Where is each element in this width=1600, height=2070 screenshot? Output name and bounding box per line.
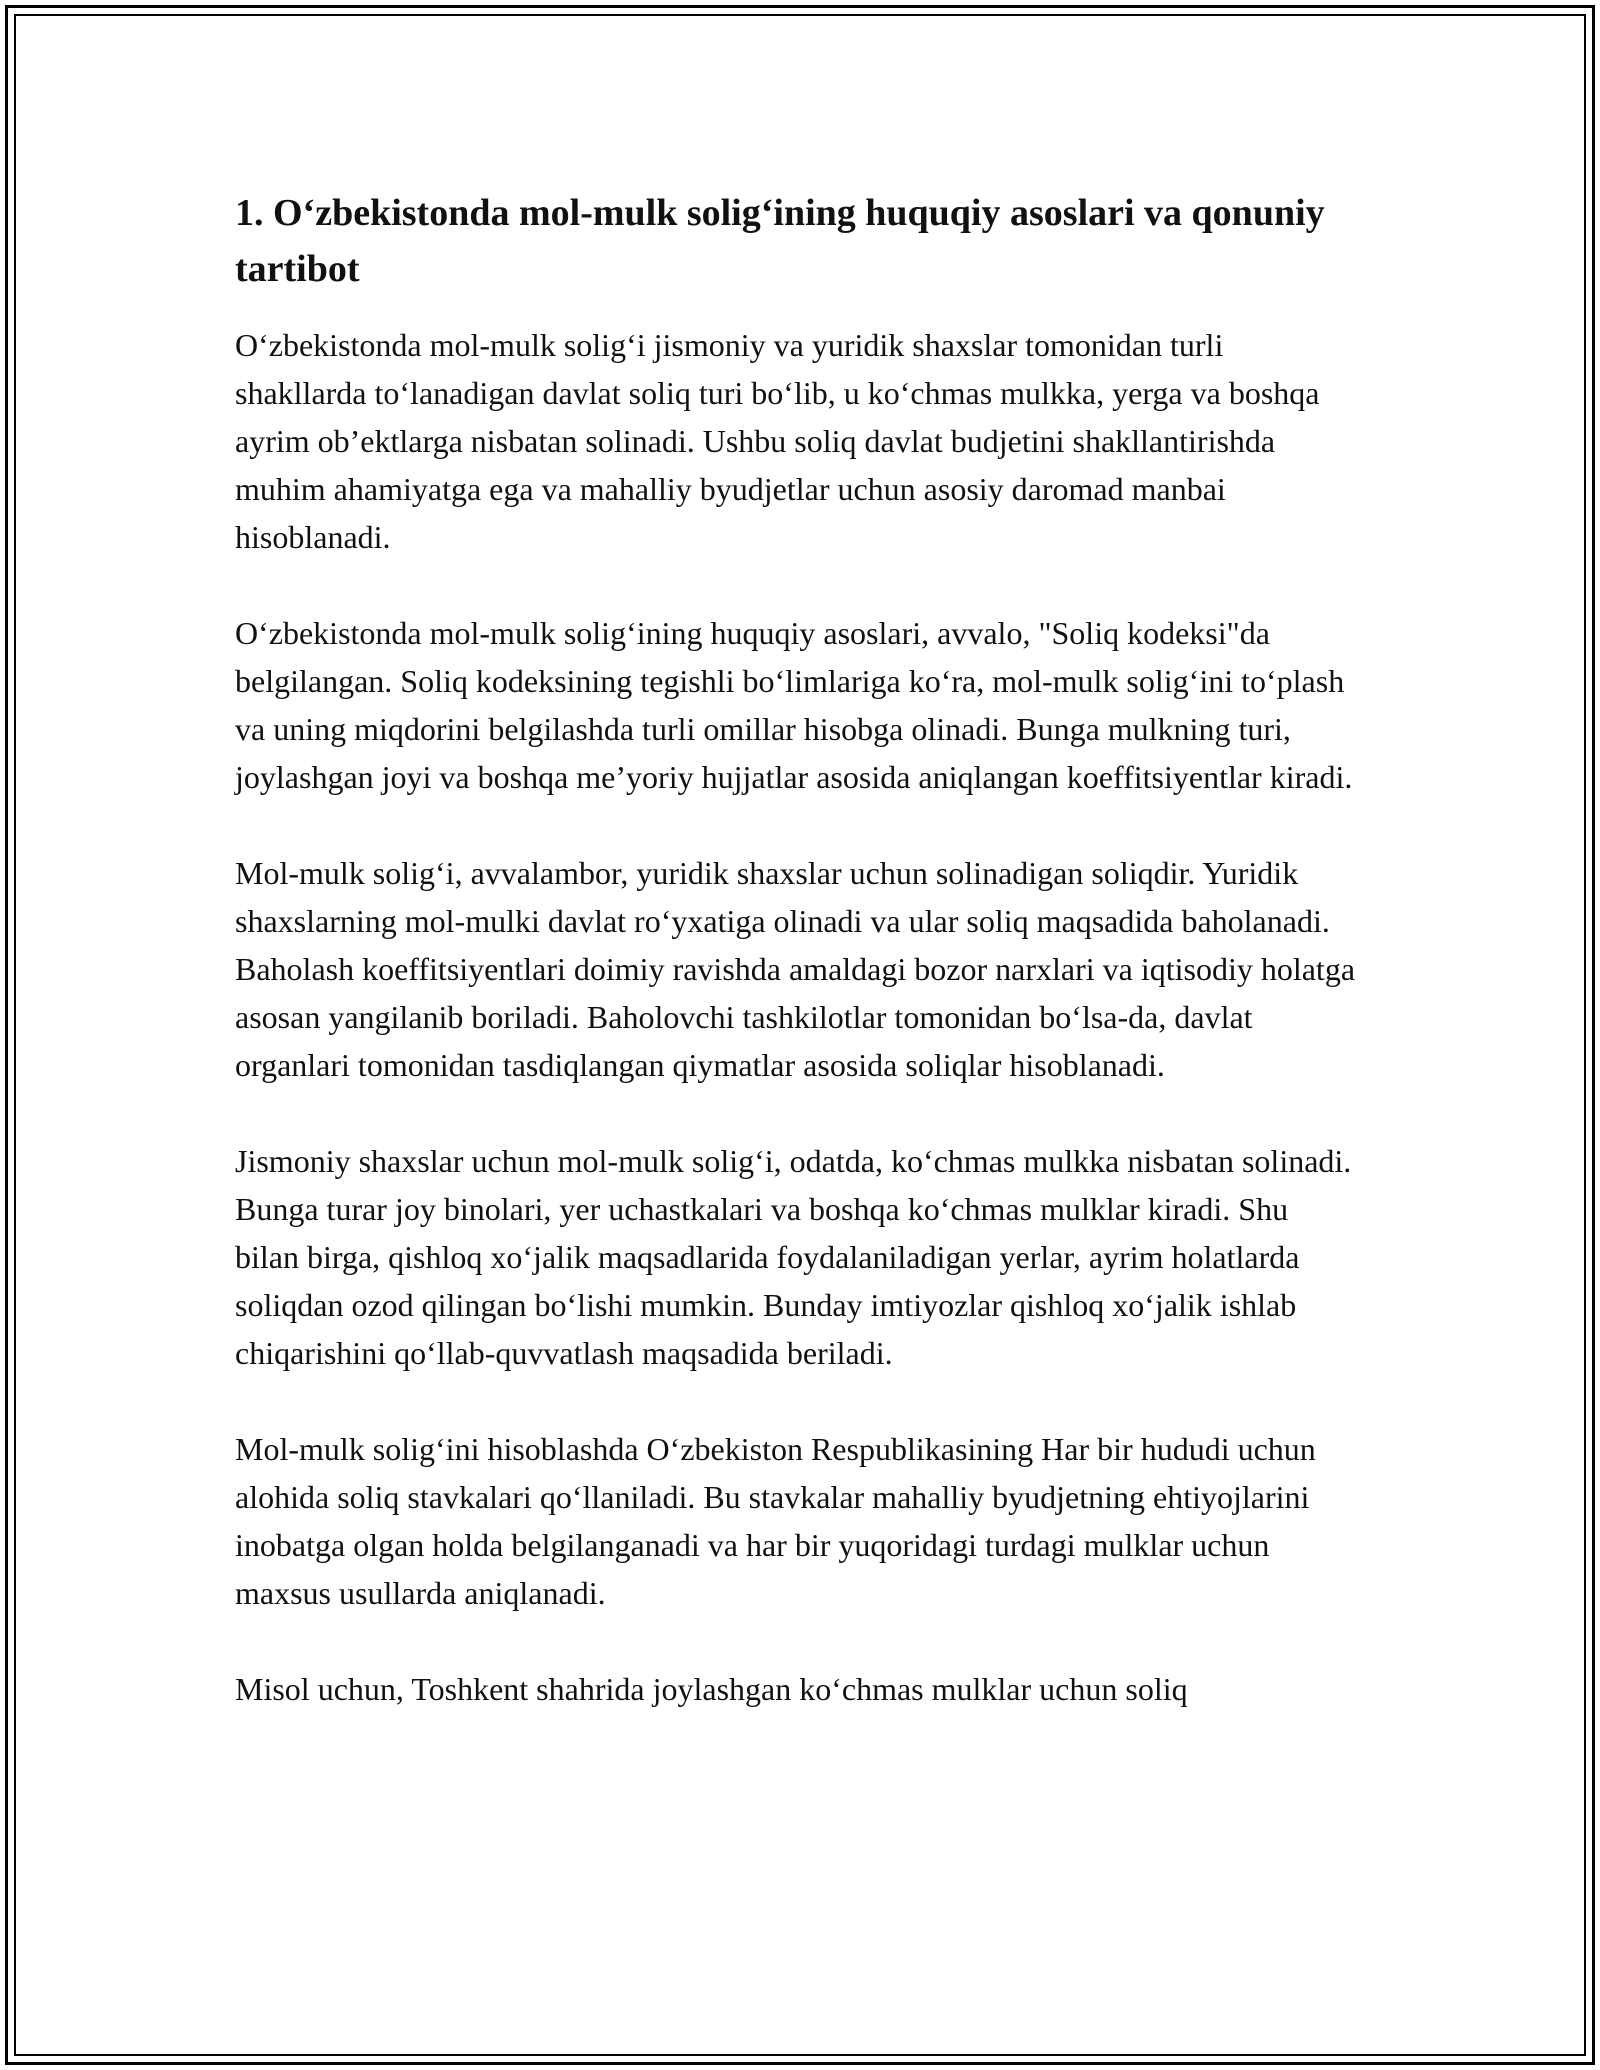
section-heading: 1. O‘zbekistonda mol-mulk solig‘ining huquqiy asoslari va qonuniy tartibot xyxy=(235,192,1325,290)
paragraph-4: Jismoniy shaxslar uchun mol-mulk solig‘i, odatda, ko‘chmas mulkka nisbatan solinadi. Bunga turar joy binolari, yer uchastkalari va boshqa ko‘chmas mulklar kiradi. Shu bilan birga, qishloq xo‘jalik maqsadlarida foydalaniladigan yerlar, ayrim holatlarda soliqdan ozod qilingan bo‘lishi mumkin. Bunday imtiyozlar qishloq xo‘jalik ishlab chiqarishini qo‘llab-quvvatlash maqsadida beriladi. xyxy=(235,1143,1352,1371)
document-body xyxy=(235,185,1355,1761)
paragraph-6: Misol uchun, Toshkent shahrida joylashgan ko‘chmas mulklar uchun soliq xyxy=(235,1671,1188,1707)
paragraph-3: Mol-mulk solig‘i, avvalambor, yuridik shaxslar uchun solinadigan soliqdir. Yuridik shaxslarning mol-mulki davlat ro‘yxatiga olinadi va ular soliq maqsadida baholanadi. Baholash koeffitsiyentlari doimiy ravishda amaldagi bozor narxlari va iqtisodiy holatga asosan yangilanib boriladi. Baholovchi tashkilotlar tomonidan bo‘lsa-da, davlat organlari tomonidan tasdiqlangan qiymatlar asosida soliqlar hisoblanadi. xyxy=(235,855,1356,1083)
paragraph-5: Mol-mulk solig‘ini hisoblashda O‘zbekiston Respublikasining Har bir hududi uchun alohida soliq stavkalari qo‘llaniladi. Bu stavkalar mahalliy byudjetning ehtiyojlarini inobatga olgan holda belgilanganadi va har bir yuqoridagi turdagi mulklar uchun maxsus usullarda aniqlanadi. xyxy=(235,1431,1316,1611)
paragraph-1: O‘zbekistonda mol-mulk solig‘i jismoniy va yuridik shaxslar tomonidan turli shakllarda to‘lanadigan davlat soliq turi bo‘lib, u ko‘chmas mulkka, yerga va boshqa ayrim ob’ektlarga nisbatan solinadi. Ushbu soliq davlat budjetini shakllantirishda muhim ahamiyatga ega va mahalliy byudjetlar uchun asosiy daromad manbai hisoblanadi. xyxy=(235,327,1320,555)
paragraph-2: O‘zbekistonda mol-mulk solig‘ining huquqiy asoslari, avvalo, "Soliq kodeksi"da belgilangan. Soliq kodeksining tegishli bo‘limlariga ko‘ra, mol-mulk solig‘ini to‘plash va uning miqdorini belgilashda turli omillar hisobga olinadi. Bunga mulkning turi, joylashgan joyi va boshqa me’yoriy hujjatlar asosida aniqlangan koeffitsiyentlar kiradi. xyxy=(235,615,1353,795)
